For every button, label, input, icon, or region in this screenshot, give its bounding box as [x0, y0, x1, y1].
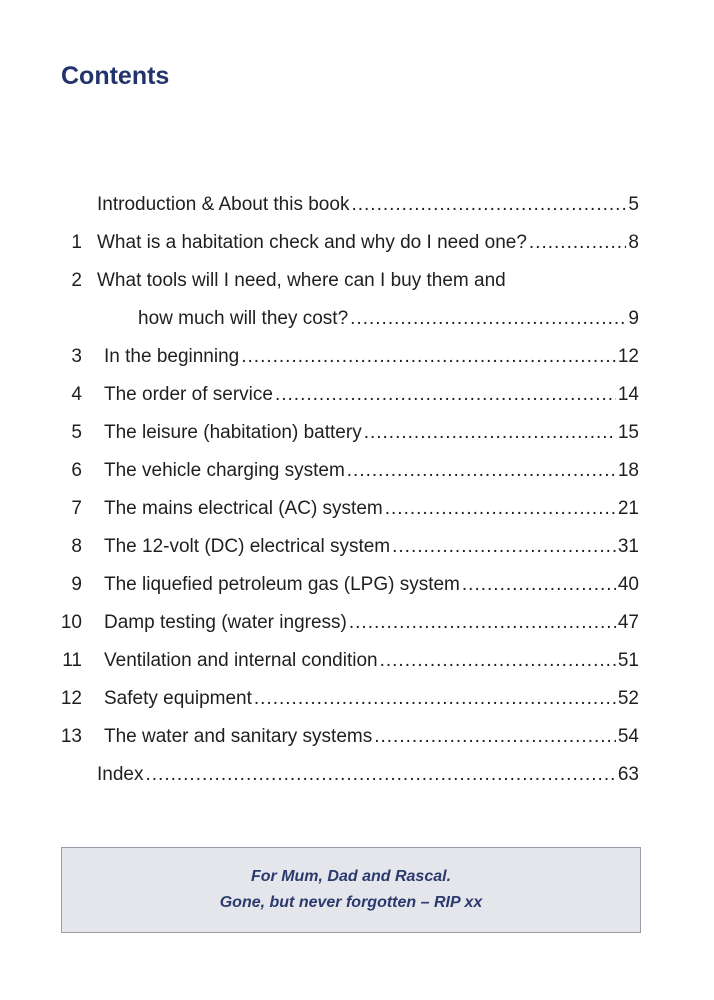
- toc-title: The vehicle charging system: [104, 460, 345, 481]
- toc-entry-index[interactable]: [0, 756, 714, 794]
- toc-number: 10: [60, 612, 82, 633]
- toc-number: 3: [71, 346, 82, 367]
- toc-page-number: 63: [617, 764, 639, 785]
- toc-entry-3[interactable]: [0, 338, 714, 376]
- toc-title: The water and sanitary systems: [104, 726, 373, 747]
- toc-number: 9: [71, 574, 82, 595]
- toc-page-number: 52: [617, 688, 639, 709]
- toc-line: [104, 376, 639, 414]
- toc-line: [104, 642, 639, 680]
- toc-entry-11[interactable]: [0, 642, 714, 680]
- toc-title: The 12-volt (DC) electrical system: [104, 536, 391, 557]
- toc-entry-9[interactable]: [0, 566, 714, 604]
- page-title: Contents: [61, 62, 170, 90]
- toc-entry-7[interactable]: [0, 490, 714, 528]
- toc-number: 7: [71, 498, 82, 519]
- dot-leader: [275, 376, 616, 414]
- toc-page-number: 31: [617, 536, 639, 557]
- toc-page-number: 15: [617, 422, 639, 443]
- dot-leader: [349, 604, 616, 642]
- toc-title: The order of service: [104, 384, 273, 405]
- toc-entry-1[interactable]: [0, 224, 714, 262]
- toc-line: [104, 680, 639, 718]
- dot-leader: [364, 414, 616, 452]
- toc-title: Damp testing (water ingress): [104, 612, 347, 633]
- toc-title: Index: [97, 764, 144, 785]
- toc-entry-2-continued[interactable]: [0, 300, 714, 338]
- toc-line: [97, 186, 639, 224]
- dot-leader: [392, 528, 616, 566]
- toc-title: Introduction & About this book: [97, 194, 350, 215]
- toc-number: 4: [71, 384, 82, 405]
- toc-line: [104, 528, 639, 566]
- dot-leader: [241, 338, 616, 376]
- dedication-box: [61, 847, 641, 933]
- toc-page-number: 47: [617, 612, 639, 633]
- toc-number: 5: [71, 422, 82, 443]
- toc-number: 6: [71, 460, 82, 481]
- toc-page-number: 8: [628, 232, 639, 253]
- dedication-line-2: Gone, but never forgotten – RIP xx: [219, 894, 483, 911]
- toc-title: What tools will I need, where can I buy them and: [97, 270, 506, 291]
- toc-page-number: 18: [617, 460, 639, 481]
- dot-leader: [145, 756, 615, 794]
- toc-title: The leisure (habitation) battery: [104, 422, 362, 443]
- toc-entry-2[interactable]: [0, 262, 714, 300]
- toc-line: [104, 414, 639, 452]
- dot-leader: [350, 300, 626, 338]
- dot-leader: [529, 224, 627, 262]
- toc-line: [104, 718, 639, 756]
- toc-page-number: 21: [617, 498, 639, 519]
- dot-leader: [385, 490, 616, 528]
- toc-number: 2: [71, 270, 82, 291]
- toc-page-number: 9: [628, 308, 639, 329]
- toc-number: 12: [60, 688, 82, 709]
- toc-number: 11: [62, 650, 82, 671]
- toc-page-number: 12: [617, 346, 639, 367]
- toc-line: [104, 338, 639, 376]
- toc-title: In the beginning: [104, 346, 240, 367]
- toc-line: [97, 224, 639, 262]
- dot-leader: [462, 566, 616, 604]
- dot-leader: [347, 452, 616, 490]
- toc-title: how much will they cost?: [138, 308, 349, 329]
- toc-entry-introduction[interactable]: [0, 186, 714, 224]
- toc-line: [138, 300, 639, 338]
- toc-page-number: 54: [617, 726, 639, 747]
- toc-line: [104, 566, 639, 604]
- toc-entry-13[interactable]: [0, 718, 714, 756]
- dot-leader: [254, 680, 616, 718]
- toc-number: 8: [71, 536, 82, 557]
- toc-entry-5[interactable]: [0, 414, 714, 452]
- toc-number: 13: [60, 726, 82, 747]
- toc-page-number: 40: [617, 574, 639, 595]
- toc-entry-12[interactable]: [0, 680, 714, 718]
- toc-title: Safety equipment: [104, 688, 252, 709]
- toc-line: [104, 452, 639, 490]
- toc-line: [104, 490, 639, 528]
- toc-page-number: 14: [617, 384, 639, 405]
- toc-title: The mains electrical (AC) system: [104, 498, 383, 519]
- toc-title: The liquefied petroleum gas (LPG) system: [104, 574, 460, 595]
- dedication-line-1: For Mum, Dad and Rascal.: [250, 868, 452, 885]
- dot-leader: [374, 718, 616, 756]
- toc-entry-6[interactable]: [0, 452, 714, 490]
- toc-entry-4[interactable]: [0, 376, 714, 414]
- toc-number: 1: [71, 232, 82, 253]
- dot-leader: [351, 186, 626, 224]
- toc-title: Ventilation and internal condition: [104, 650, 378, 671]
- toc-page-number: 51: [617, 650, 639, 671]
- toc-line: [104, 604, 639, 642]
- toc-page-number: 5: [628, 194, 639, 215]
- dot-leader: [380, 642, 616, 680]
- toc-line: [97, 756, 639, 794]
- toc-entry-8[interactable]: [0, 528, 714, 566]
- toc-title: What is a habitation check and why do I need one?: [97, 232, 527, 253]
- toc-entry-10[interactable]: [0, 604, 714, 642]
